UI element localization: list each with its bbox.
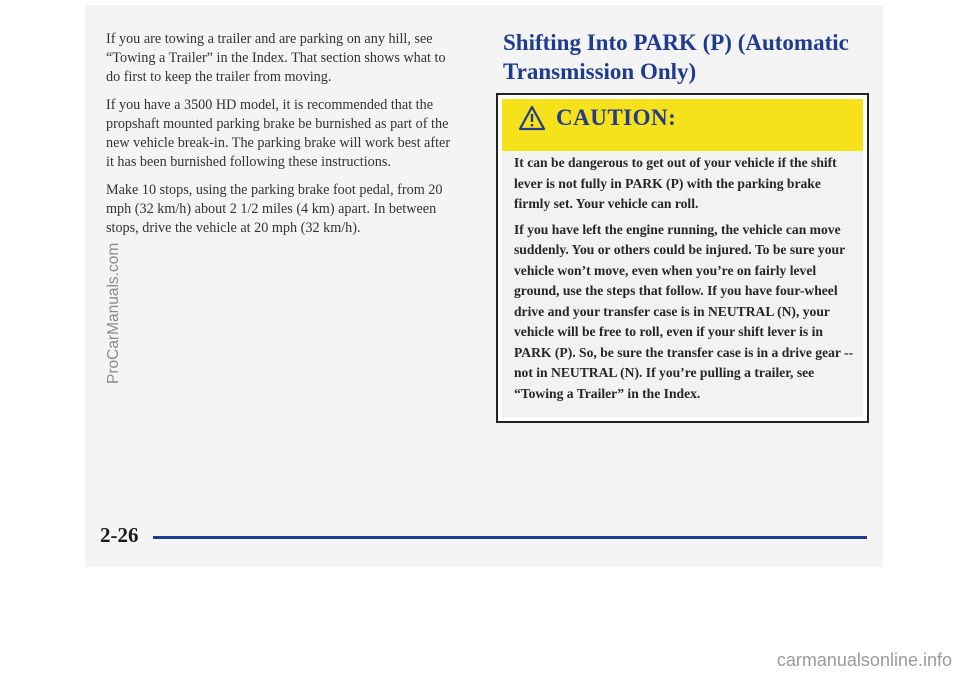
paragraph-stops-instructions: Make 10 stops, using the parking brake foot pedal, from 20 mph (32 km/h) about 2 1/2 miles (4 km) apart. In between stops, drive the vehicle at 20 mph (32 km/h). bbox=[106, 182, 443, 236]
paragraph-towing-hill: If you are towing a trailer and are parking on any hill, see “Towing a Trailer” in the Index. That section shows what to do first to keep the trailer from moving. bbox=[106, 31, 446, 85]
warning-triangle-icon bbox=[518, 105, 546, 131]
side-watermark: ProCarManuals.com bbox=[105, 242, 122, 384]
caution-title: CAUTION: bbox=[556, 105, 677, 130]
bottom-watermark: carmanualsonline.info bbox=[776, 650, 952, 670]
caution-header bbox=[518, 105, 676, 131]
caution-paragraph-1: It can be dangerous to get out of your vehicle if the shift lever is not fully in PARK (P) with the parking brake firmly set. Your vehicle can roll. bbox=[514, 155, 837, 211]
caution-text bbox=[514, 153, 854, 409]
caution-box bbox=[496, 93, 869, 423]
section-heading: Shifting Into PARK (P) (Automatic Transmission Only) bbox=[503, 30, 849, 84]
caution-paragraph-2: If you have left the engine running, the vehicle can move suddenly. You or others could be injured. To be sure your vehicle won’t move, even when you’re on fairly level ground, use the steps that follow. If you have four-wheel drive and your transfer case is in NEUTRAL (N), your vehicle will be free to roll, even if your shift lever is in PARK (P). So, be sure the transfer case is in a drive gear -- not in NEUTRAL (N). If you’re pulling a trailer, see “Towing a Trailer” in the Index. bbox=[514, 221, 854, 401]
left-column bbox=[106, 30, 458, 247]
page-footer bbox=[100, 523, 870, 549]
page-number: 2-26 bbox=[100, 523, 139, 547]
paragraph-burnish-brake: If you have a 3500 HD model, it is recommended that the propshaft mounted parking brake be burnished as part of the new vehicle break-in. The parking brake will work best after it has been burnished following these instructions. bbox=[106, 97, 451, 170]
footer-rule bbox=[153, 536, 867, 539]
